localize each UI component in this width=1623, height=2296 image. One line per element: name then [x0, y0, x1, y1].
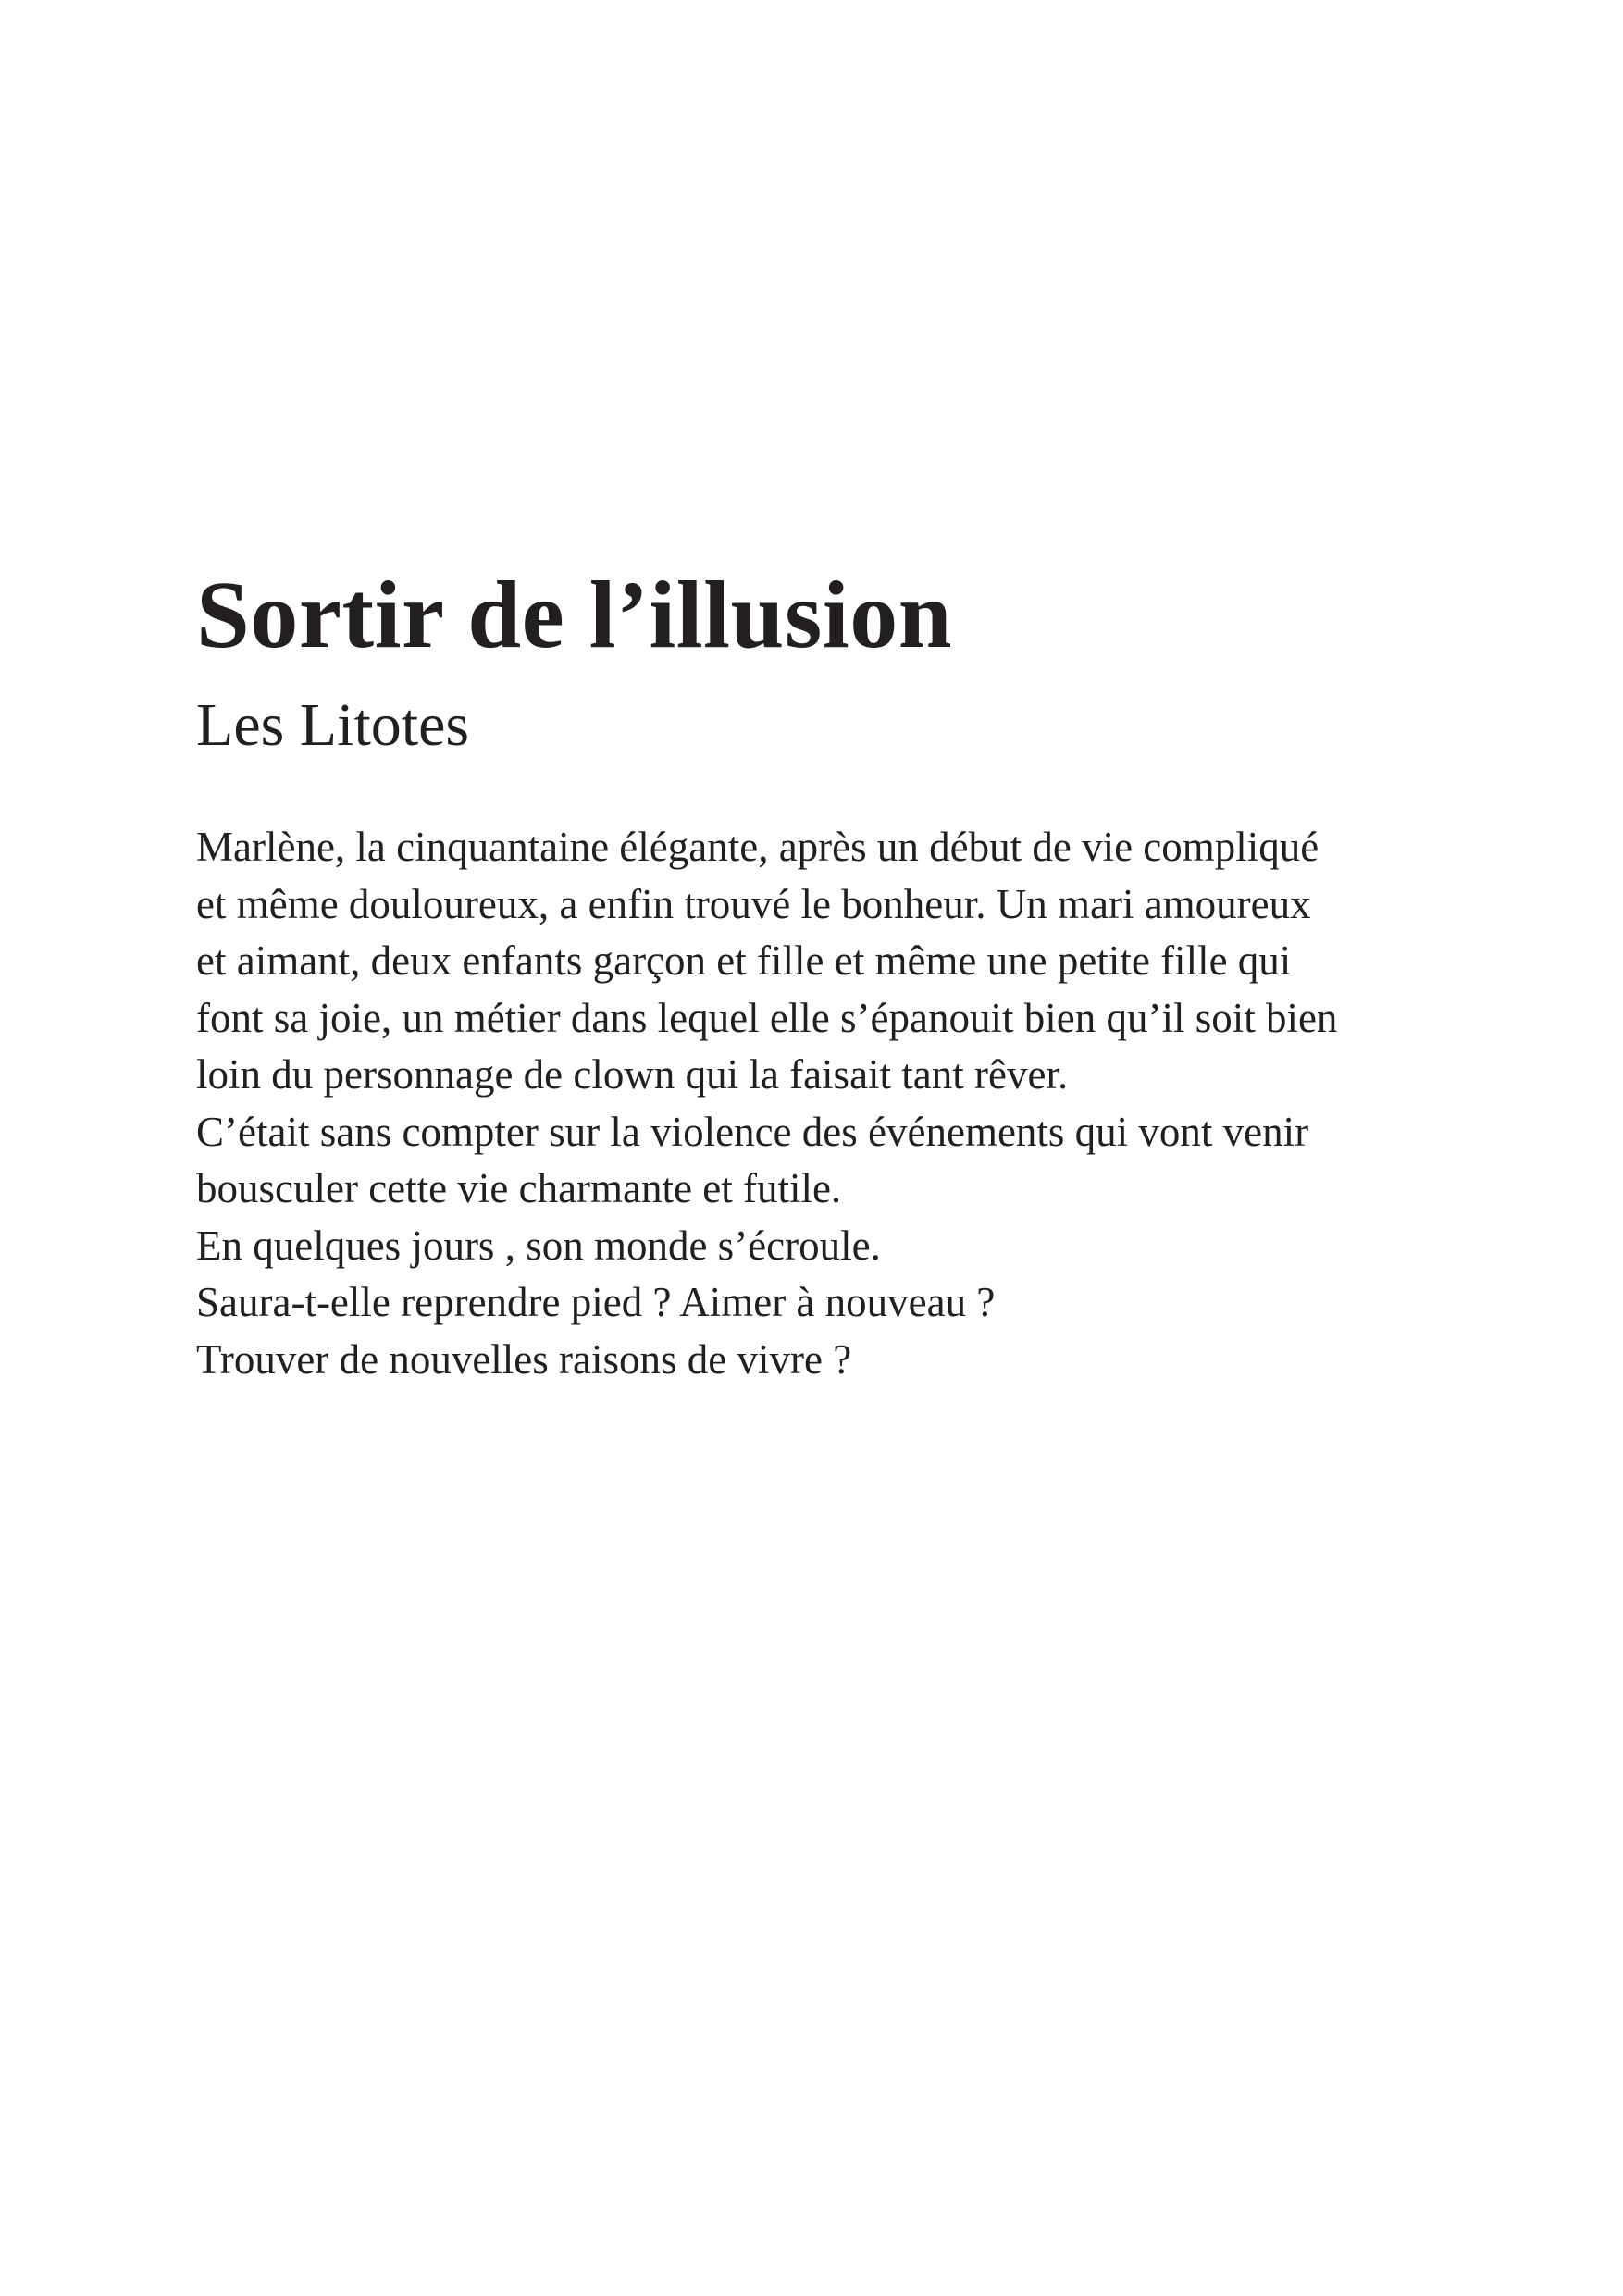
book-title: Sortir de l’illusion	[196, 562, 953, 668]
blurb-line: Marlène, la cinquantaine élégante, après un début de vie compliqué	[196, 824, 1319, 870]
blurb-line: loin du personnage de clown qui la faisait tant rêver.	[196, 1051, 1069, 1098]
blurb-line: En quelques jours , son monde s’écroule.	[196, 1222, 881, 1269]
blurb-line: font sa joie, un métier dans lequel elle s’épanouit bien qu’il soit bien	[196, 994, 1338, 1041]
book-author: Les Litotes	[196, 691, 470, 759]
blurb-line: C’était sans compter sur la violence des événements qui vont venir	[196, 1108, 1309, 1155]
blurb-line: bousculer cette vie charmante et futile.	[196, 1165, 842, 1211]
blurb-line: Trouver de nouvelles raisons de vivre ?	[196, 1335, 852, 1383]
blurb-line: Saura-t-elle reprendre pied ? Aimer à nouveau ?	[196, 1279, 996, 1325]
blurb-line: et même douloureux, a enfin trouvé le bonheur. Un mari amoureux	[196, 880, 1311, 927]
blurb-line: et aimant, deux enfants garçon et fille et même une petite fille qui	[196, 937, 1292, 984]
book-blurb	[196, 819, 1492, 1388]
